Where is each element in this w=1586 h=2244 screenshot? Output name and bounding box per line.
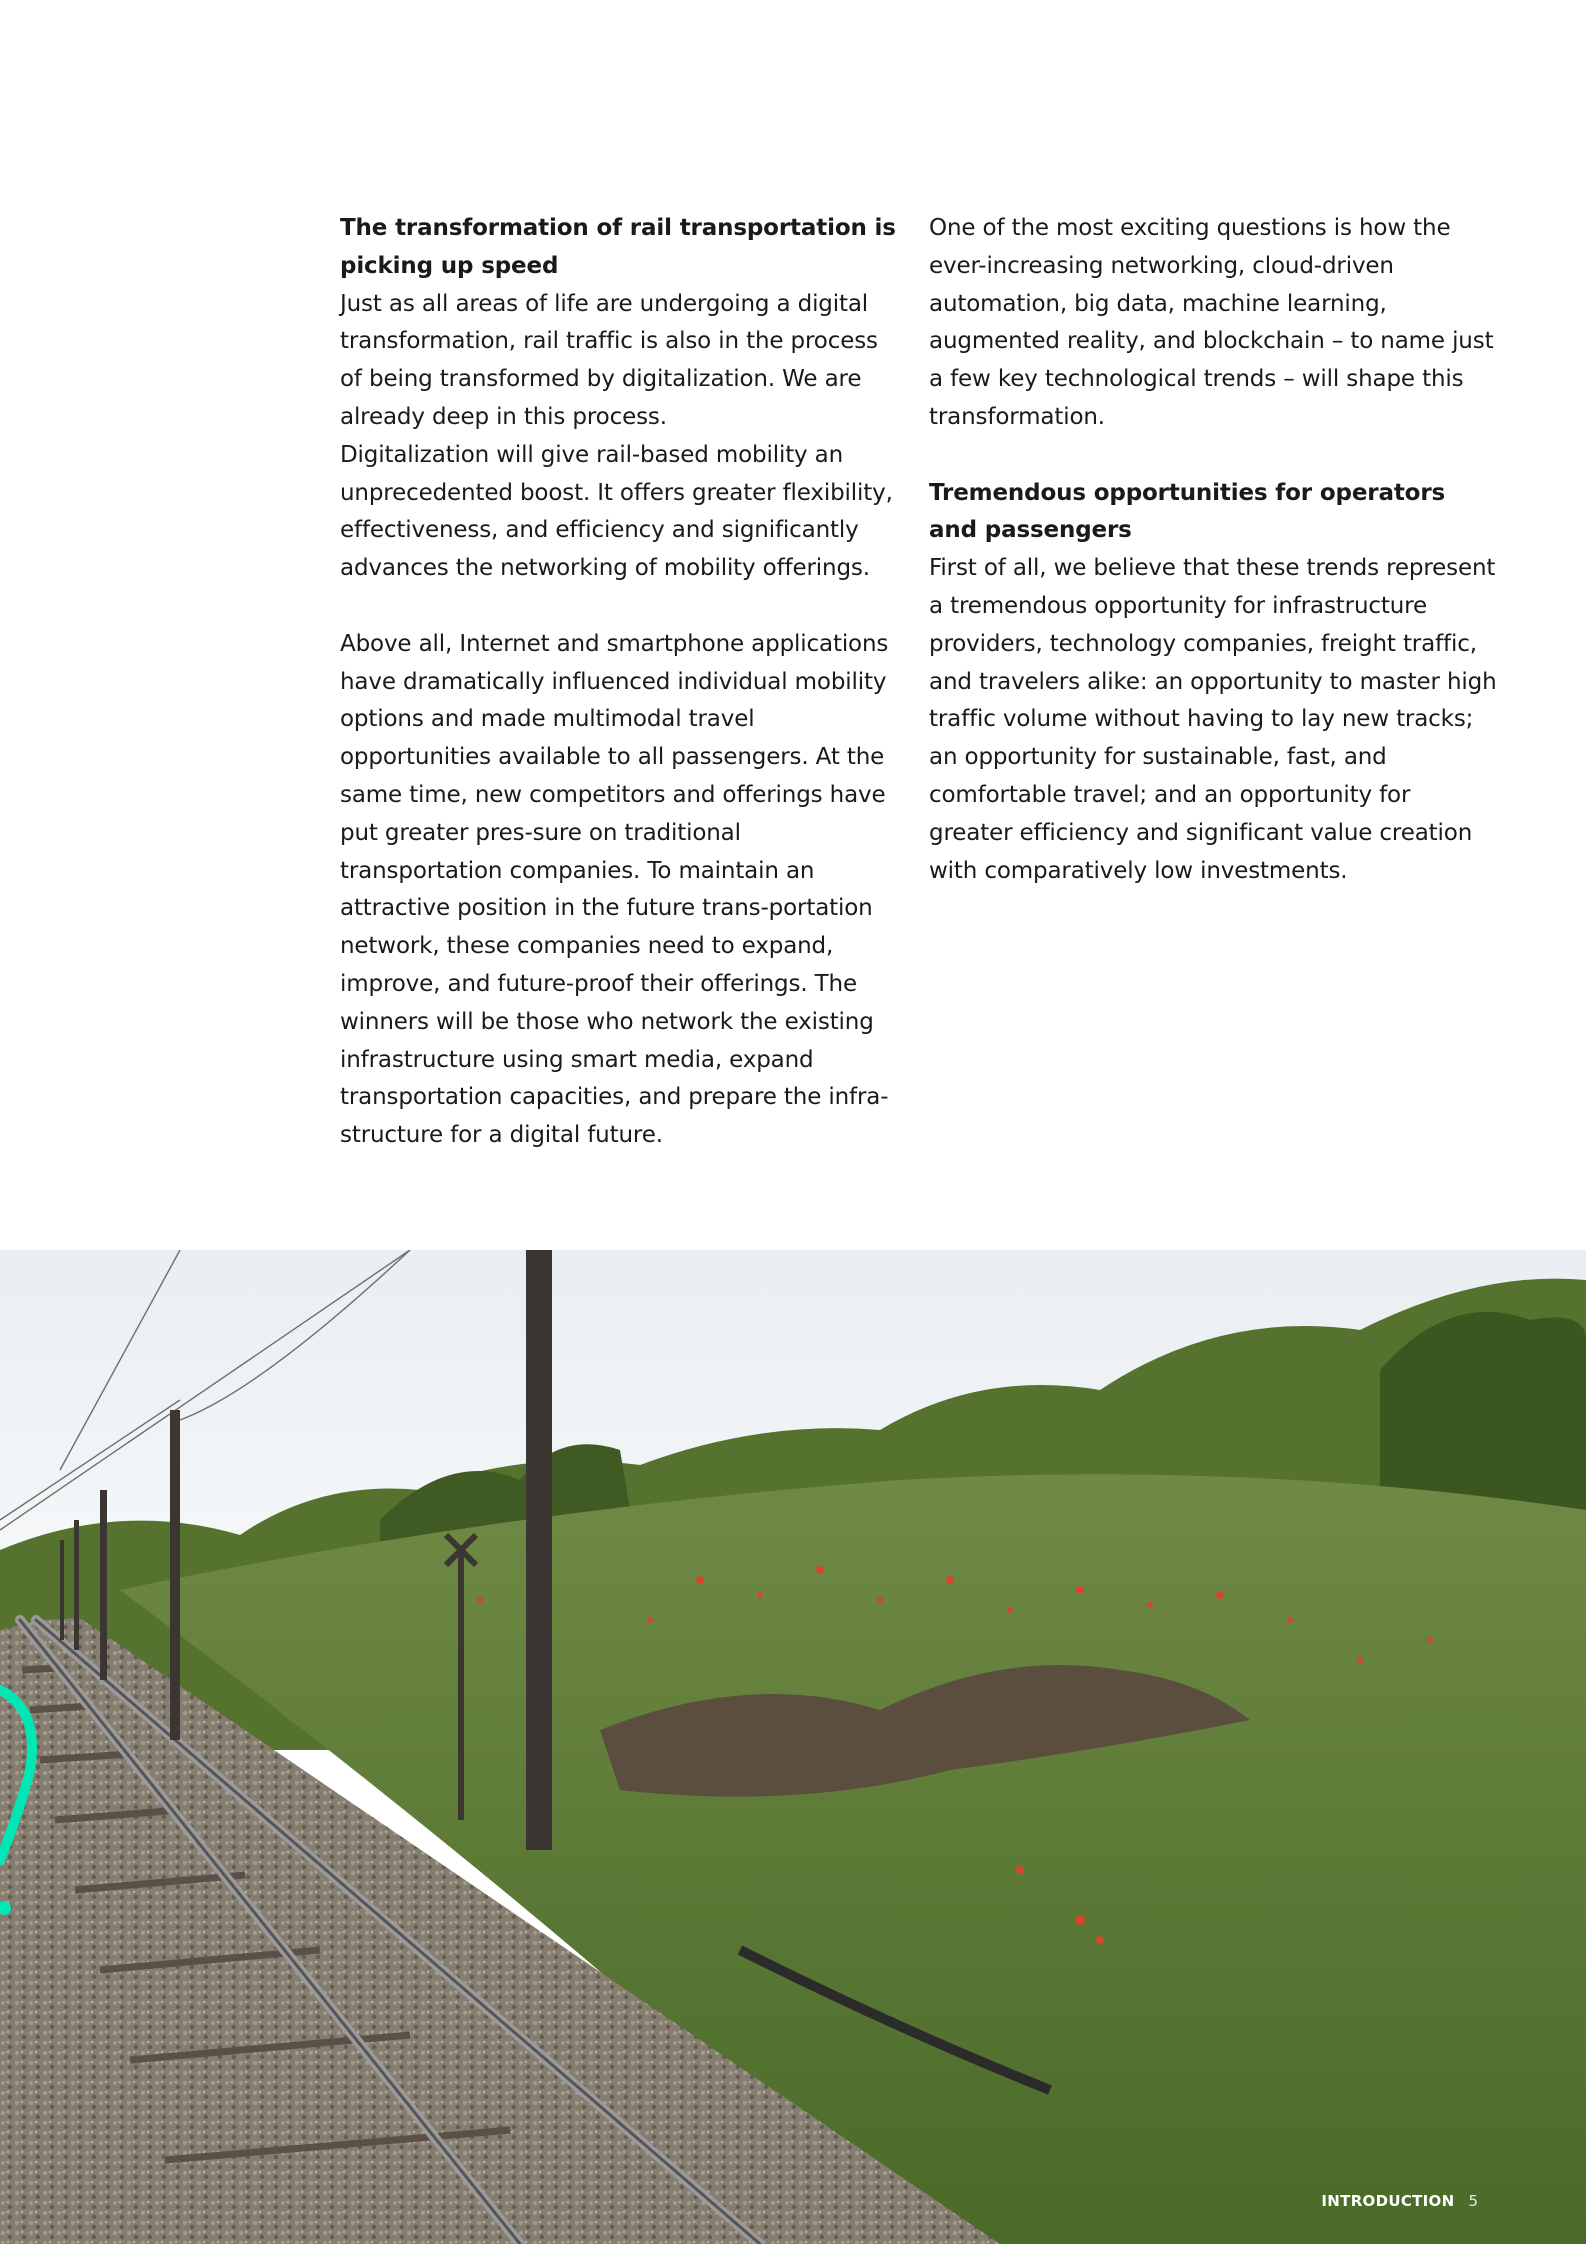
- section-heading-opportunities: Tremendous opportunities for operators and passengers: [929, 479, 1446, 544]
- paragraph: First of all, we believe that these trends represent a tremendous opportunity for infrastructure providers, technology companies, freight traffic, and travelers alike: an opportunity to master high traffic volume without having to lay new tracks; an opportunity for sustainable, fast, and comfortable travel; and an opportunity for greater efficiency and significant value creation with comparatively low investments.: [929, 555, 1497, 884]
- paragraph: Just as all areas of life are undergoing a digital transformation, rail traffic is also in the process of being transformed by digitalization. We are already deep in this process.: [340, 290, 878, 430]
- railway-photo: [0, 1250, 1586, 2244]
- left-column: [340, 210, 900, 1155]
- paragraph: Above all, Internet and smartphone applications have dramatically influenced individual mobility options and made multimodal travel opportunities available to all passengers. At the same time, new competitors and offerings have put greater pres-sure on traditional transportation companies. To maintain an attractive position in the future trans-portation network, these companies need to expand, improve, and future-proof their offerings. The winners will be those who network the existing infrastructure using smart media, expand transportation capacities, and prepare the infra-structure for a digital future.: [340, 630, 889, 1149]
- right-column: [929, 210, 1499, 890]
- section-heading-transformation: The transformation of rail transportation is picking up speed: [340, 215, 896, 279]
- footer-section-label: INTRODUCTION: [1321, 2192, 1455, 2210]
- paragraph: One of the most exciting questions is how the ever-increasing networking, cloud-driven automation, big data, machine learning, augmented reality, and blockchain – to name just a few key technological trends – will shape this transformation.: [929, 215, 1494, 430]
- paragraph: Digitalization will give rail-based mobility an unprecedented boost. It offers greater flexibility, effectiveness, and efficiency and significantly advances the networking of mobility offerings.: [340, 441, 893, 582]
- page-number: 5: [1468, 2192, 1478, 2210]
- page-footer: [1321, 2192, 1478, 2210]
